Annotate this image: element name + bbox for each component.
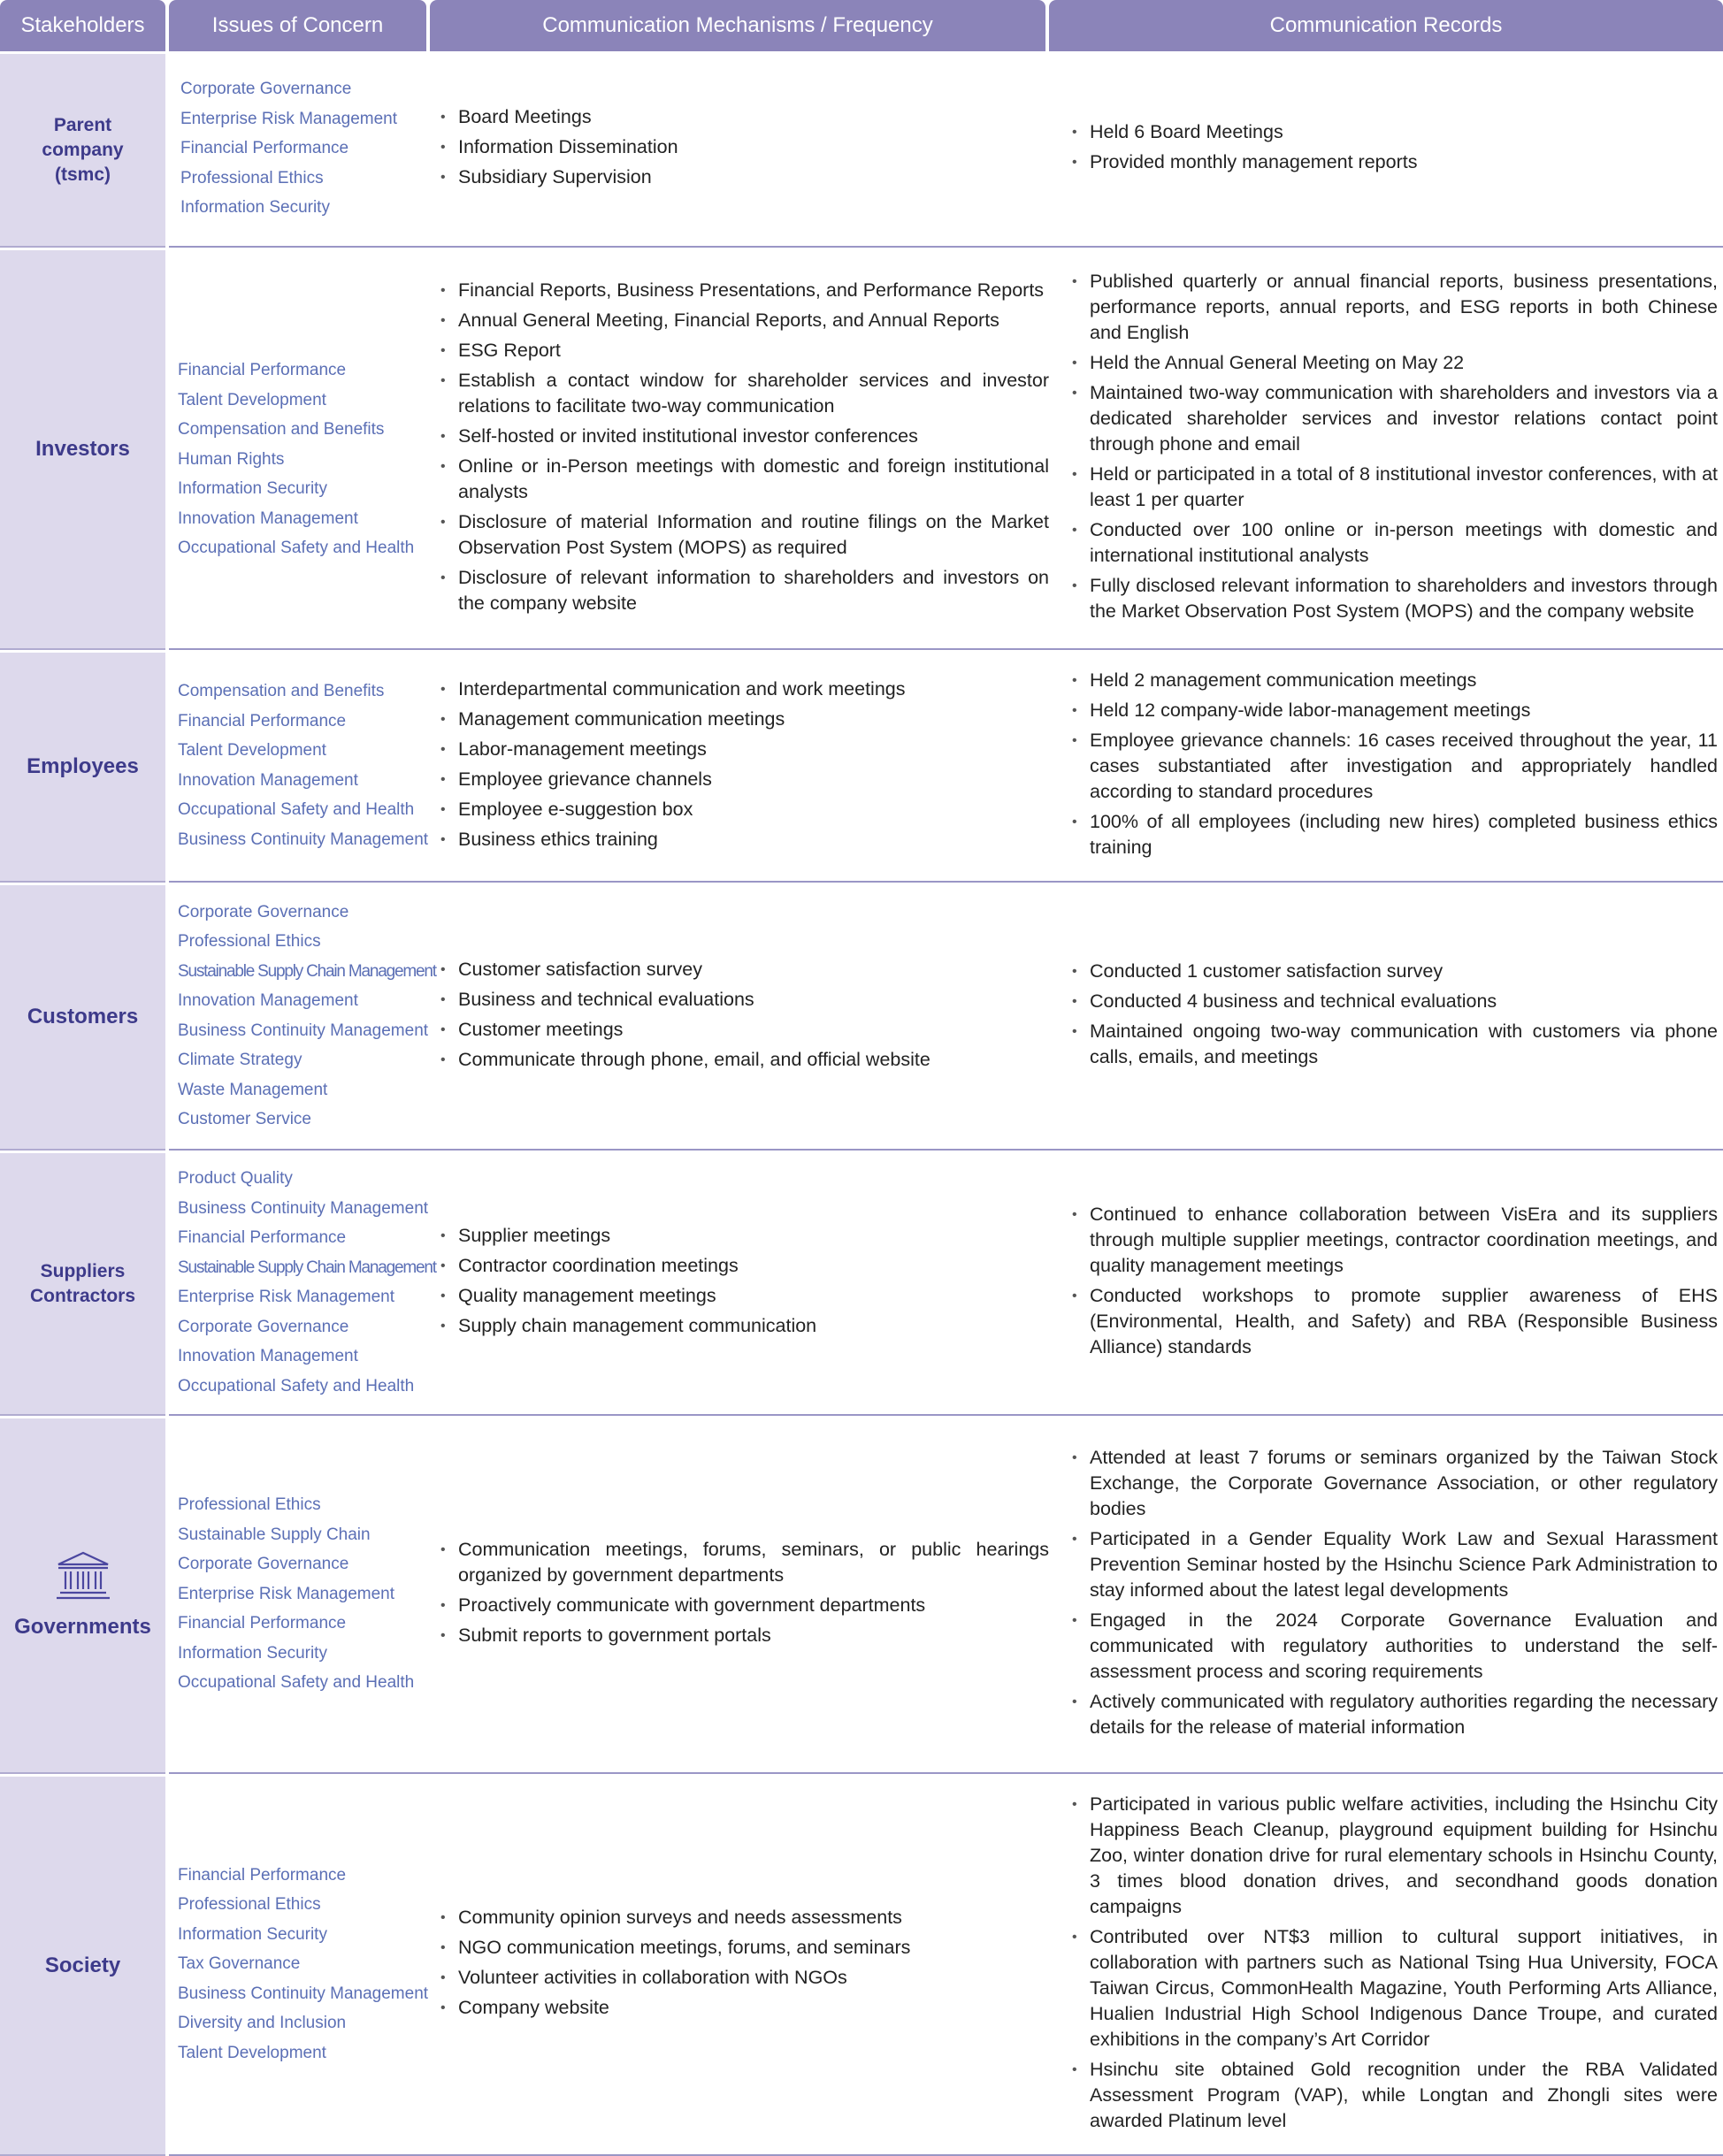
mechanism-item: • Information Dissemination [440,134,1049,160]
mechanism-item: • Supply chain management communication [440,1313,1049,1339]
issue-item: Waste Management [178,1080,328,1099]
mechanism-item: • Customer satisfaction survey [440,957,1049,982]
record-item: • Held 12 company-wide labor-management meetings [1072,698,1718,723]
record-item: • Participated in various public welfare activities, including the Hsinchu City Happiness Beach Cleanup, playground equipment building for Hsinchu Zoo, winter donation drive for rural elementary schools in Hsinchu County, 3 times blood donation drives, and secondhand goods donation campaigns [1072,1792,1718,1920]
header-mechanisms: Communication Mechanisms / Frequency [430,0,1045,51]
mechanism-item: • Disclosure of relevant information to shareholders and investors on the company website [440,565,1049,616]
record-item: • Attended at least 7 forums or seminars organized by the Taiwan Stock Exchange, the Corporate Governance Association, or other regulatory bodies [1072,1445,1718,1522]
mechanism-item: • Online or in-Person meetings with domestic and foreign institutional analysts [440,454,1049,505]
record-item: • Published quarterly or annual financial reports, business presentations, performance reports, annual reports, and ESG reports in both Chinese and English [1072,269,1718,346]
issue-item: Enterprise Risk Management [178,1288,394,1306]
records-list [1049,1416,1723,1774]
mechanism-item: • Contractor coordination meetings [440,1253,1049,1279]
government-building-icon [55,1550,111,1602]
record-item: • Contributed over NT$3 million to cultural support initiatives, in collaboration with partners such as National Tsing Hua University, FOCA Taiwan Circus, CommonHealth Magazine, Youth Performing Arts Alliance, Hualien Industrial High School Indigenous Dance Troupe, and curated exhibitions in the company’s Art Corridor [1072,1924,1718,2053]
records-list [1049,650,1723,883]
mechanism-item: • NGO communication meetings, forums, and seminars [440,1935,1049,1961]
issue-item: Customer Service [178,1110,311,1128]
records-list [1049,883,1723,1151]
mechanism-item: • Disclosure of material Information and routine filings on the Market Observation Post System (MOPS) as required [440,509,1049,561]
issue-item: Financial Performance [178,1865,347,1885]
mechanism-item: • Quality management meetings [440,1283,1049,1309]
issue-item: Compensation and Benefits [178,420,385,440]
mechanism-item: • Labor-management meetings [440,737,1049,762]
issue-item: Talent Development [178,741,326,760]
mechanism-item: • Business and technical evaluations [440,987,1049,1013]
mechanism-item: • Community opinion surveys and needs assessments [440,1905,1049,1930]
issue-item: Corporate Governance [178,1317,349,1336]
record-item: • Conducted over 100 online or in-person meetings with domestic and international institutional analysts [1072,517,1718,569]
mechanism-item: • Employee e-suggestion box [440,797,1049,822]
mechanism-item: • Board Meetings [440,104,1049,130]
mechanism-item: • Management communication meetings [440,707,1049,732]
issues-list [169,883,436,1151]
mechanism-item: • Company website [440,1995,1049,2021]
record-item: • Conducted workshops to promote supplier awareness of EHS (Environmental, Health, and Safety) and RBA (Responsible Business Alliance) standards [1072,1283,1718,1360]
stakeholder-investors: Investors [0,250,165,650]
mechanism-item: • Proactively communicate with government departments [440,1593,1049,1618]
record-item: • Hsinchu site obtained Gold recognition under the RBA Validated Assessment Program (VAP), while Longtan and Zhongli sites were awarded Platinum level [1072,2057,1718,2134]
issue-item: Business Continuity Management [178,1021,429,1040]
mechanism-item: • Annual General Meeting, Financial Reports, and Annual Reports [440,308,1049,333]
mechanism-item: • Interdepartmental communication and work meetings [440,677,1049,702]
issue-item: Innovation Management [178,770,358,790]
issue-item: Innovation Management [178,1347,358,1365]
issue-item: Information Security [178,1643,327,1663]
record-item: • Conducted 1 customer satisfaction survey [1072,959,1718,984]
issue-item: Occupational Safety and Health [178,1673,415,1693]
issues-list [169,650,430,883]
mechanisms-list [430,248,1049,650]
stakeholder-governments: Governments [0,1418,165,1774]
record-item: • Held 2 management communication meetings [1072,668,1718,693]
mechanisms-list [430,1416,1049,1774]
record-item: • Conducted 4 business and technical evaluations [1072,989,1718,1014]
mechanism-item: • Communication meetings, forums, seminars, or public hearings organized by government departments [440,1537,1049,1588]
record-item: • Provided monthly management reports [1072,149,1718,175]
issues-list [169,248,430,650]
header-records: Communication Records [1049,0,1723,51]
issue-item: Business Continuity Management [178,1198,429,1218]
issue-item: Enterprise Risk Management [180,109,397,128]
issue-item: Professional Ethics [178,1895,321,1915]
issue-item: Financial Performance [178,711,347,730]
mechanisms-list [430,883,1049,1151]
issue-item: Compensation and Benefits [178,682,385,700]
record-item: • Actively communicated with regulatory authorities regarding the necessary details for the release of material information [1072,1689,1718,1740]
issue-item: Financial Performance [178,1228,347,1247]
issue-item: Financial Performance [178,1614,347,1633]
mechanism-item: • Volunteer activities in collaboration with NGOs [440,1965,1049,1991]
issues-list [169,51,430,248]
issue-item: Diversity and Inclusion [178,2014,347,2033]
issues-list [169,1774,430,2156]
record-item: • Held or participated in a total of 8 institutional investor conferences, with at least 1 per quarter [1072,462,1718,513]
issue-item: Talent Development [178,390,326,409]
stakeholder-parent-company: Parent company (tsmc) [0,54,165,248]
header-issues: Issues of Concern [169,0,426,51]
records-list [1049,1151,1723,1416]
records-list [1049,1774,1723,2156]
issue-item: Corporate Governance [180,80,352,99]
mechanisms-list [430,51,1049,248]
issue-item: Corporate Governance [178,1555,349,1574]
issue-item: Information Security [180,198,330,218]
issue-item: Tax Governance [178,1954,301,1974]
issue-item: Professional Ethics [180,168,324,187]
issue-item: Financial Performance [180,139,349,158]
issue-item: Sustainable Supply Chain Management [178,1258,436,1277]
record-item: • Maintained ongoing two-way communication with customers via phone calls, emails, and meetings [1072,1019,1718,1070]
issue-item: Financial Performance [178,361,347,380]
stakeholder-suppliers-contractors: Suppliers Contractors [0,1153,165,1416]
mechanism-item: • Business ethics training [440,827,1049,852]
mechanism-item: • Submit reports to government portals [440,1623,1049,1648]
issue-item: Human Rights [178,449,285,469]
issues-list [169,1151,436,1416]
record-item: • Engaged in the 2024 Corporate Governance Evaluation and communicated with regulatory authorities to understand the self-assessment process and scoring requirements [1072,1608,1718,1685]
mechanisms-list [430,1774,1049,2156]
issue-item: Occupational Safety and Health [178,539,415,558]
stakeholder-customers: Customers [0,885,165,1151]
mechanism-item: • Self-hosted or invited institutional investor conferences [440,424,1049,449]
mechanism-item: • Customer meetings [440,1017,1049,1043]
mechanism-item: • Employee grievance channels [440,767,1049,792]
issue-item: Corporate Governance [178,902,349,921]
stakeholder-society: Society [0,1777,165,2156]
records-list [1049,248,1723,650]
record-item: • Fully disclosed relevant information to shareholders and investors through the Market Observation Post System (MOPS) and the company website [1072,573,1718,624]
mechanism-item: • Establish a contact window for shareholder services and investor relations to facilitate two-way communication [440,368,1049,419]
records-list [1049,51,1723,248]
issue-item: Climate Strategy [178,1051,302,1069]
record-item: • Maintained two-way communication with shareholders and investors via a dedicated shareholder services and investor relations contact point through phone and email [1072,380,1718,457]
issue-item: Sustainable Supply Chain Management [178,961,436,981]
issue-item: Information Security [178,479,327,499]
issue-item: Enterprise Risk Management [178,1584,394,1603]
issue-item: Talent Development [178,2043,326,2062]
issue-item: Occupational Safety and Health [178,800,415,819]
header-stakeholders: Stakeholders [0,0,165,51]
record-item: • Held the Annual General Meeting on May 22 [1072,350,1718,376]
record-item: • Employee grievance channels: 16 cases received throughout the year, 11 cases substantiated after investigation and appropriately handled according to standard procedures [1072,728,1718,805]
stakeholder-employees: Employees [0,653,165,883]
record-item: • Continued to enhance collaboration between VisEra and its suppliers through multiple supplier meetings, contractor coordination meetings, and quality management meetings [1072,1202,1718,1279]
record-item: • Participated in a Gender Equality Work Law and Sexual Harassment Prevention Seminar hosted by the Hsinchu Science Park Administration to stay informed about the latest legal developments [1072,1526,1718,1603]
issues-list [169,1416,430,1774]
issue-item: Business Continuity Management [178,830,429,849]
issue-item: Occupational Safety and Health [178,1376,415,1395]
issue-item: Professional Ethics [178,1495,321,1515]
mechanism-item: • Financial Reports, Business Presentations, and Performance Reports [440,278,1049,303]
mechanism-item: • Supplier meetings [440,1223,1049,1249]
issue-item: Innovation Management [178,508,358,528]
issue-item: Information Security [178,1924,327,1944]
record-item: • 100% of all employees (including new hires) completed business ethics training [1072,809,1718,860]
mechanisms-list [430,1151,1049,1416]
issue-item: Professional Ethics [178,932,321,951]
issue-item: Business Continuity Management [178,1984,429,2003]
issue-item: Sustainable Supply Chain [178,1525,371,1544]
issue-item: Product Quality [178,1169,293,1188]
mechanism-item: • ESG Report [440,338,1049,363]
mechanism-item: • Communicate through phone, email, and official website [440,1047,1049,1073]
record-item: • Held 6 Board Meetings [1072,119,1718,145]
mechanism-item: • Subsidiary Supervision [440,164,1049,190]
issue-item: Innovation Management [178,991,358,1010]
mechanisms-list [430,650,1049,883]
